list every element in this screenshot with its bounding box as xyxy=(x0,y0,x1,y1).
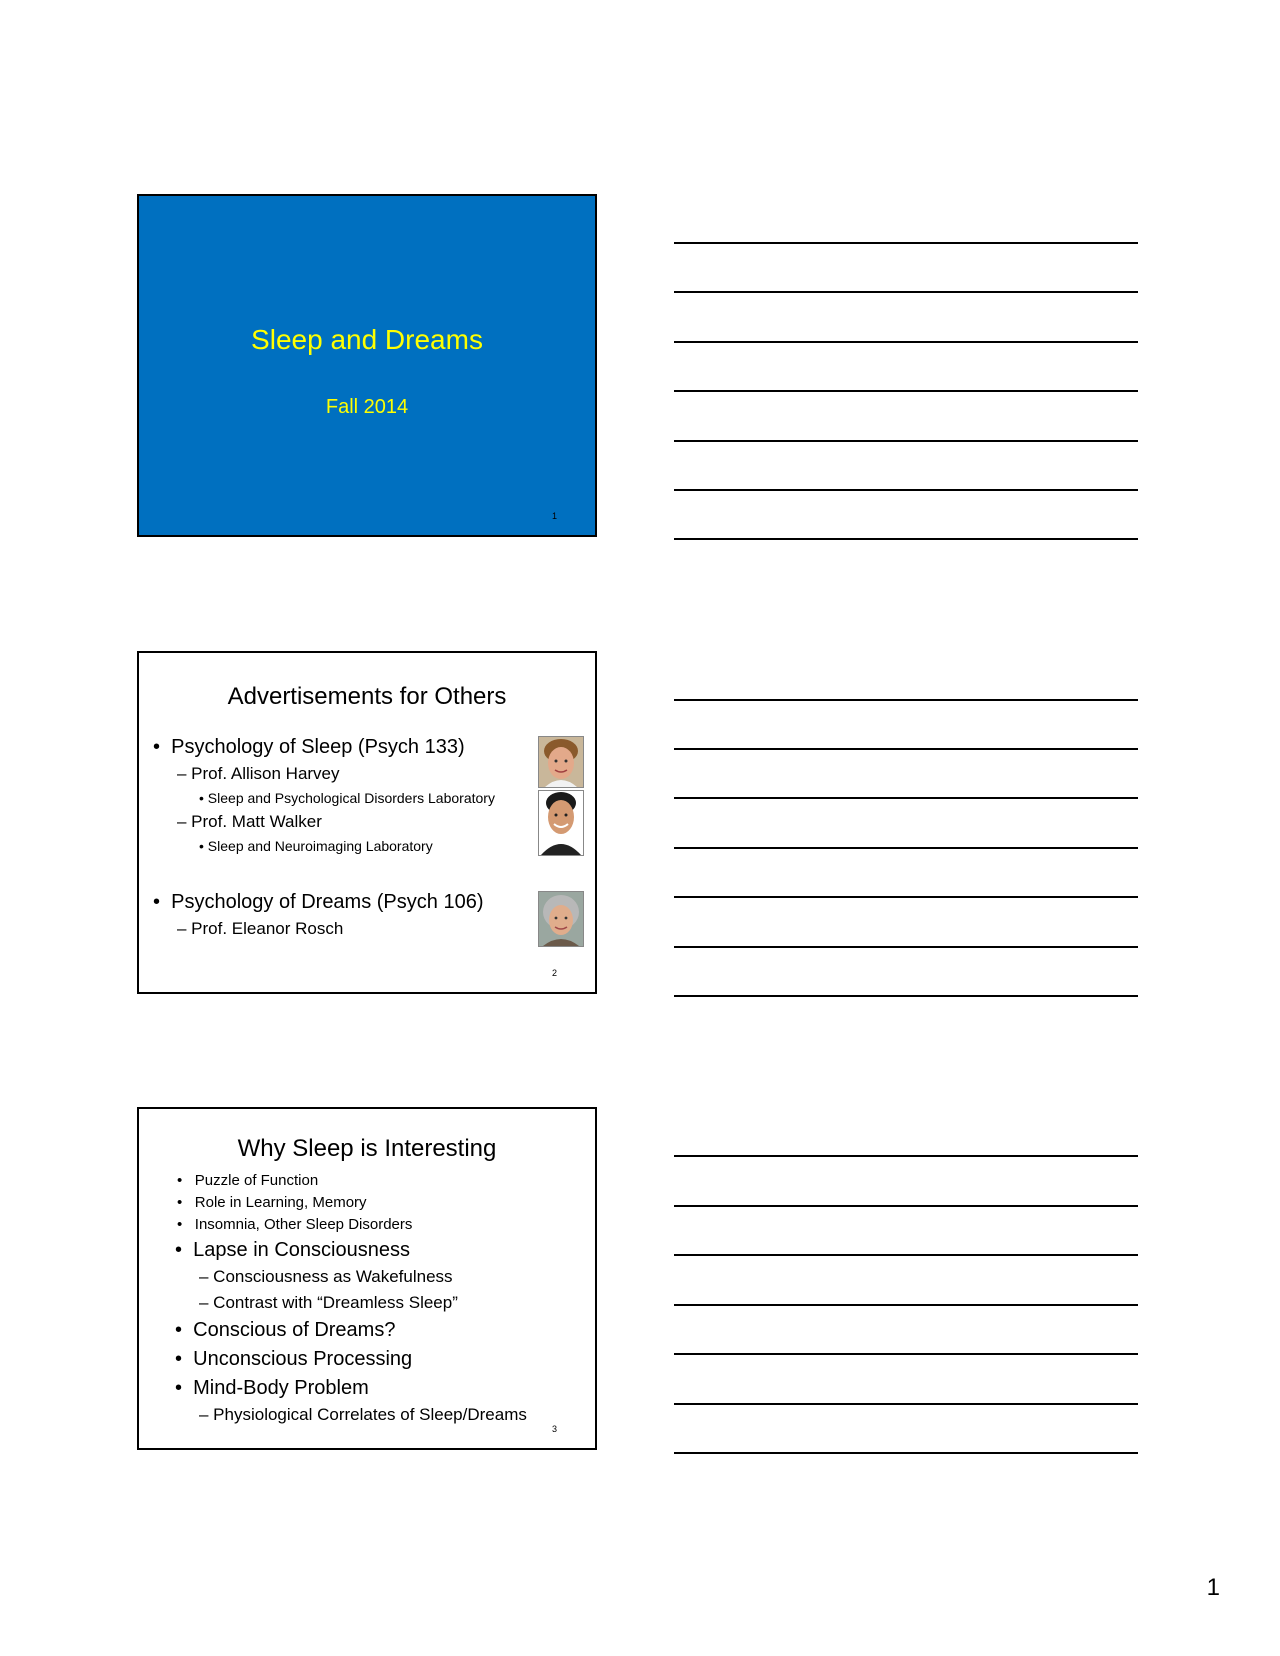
note-line xyxy=(674,748,1138,750)
bullet-text: – Prof. Allison Harvey xyxy=(177,764,340,783)
bullet-text: – Prof. Eleanor Rosch xyxy=(177,919,344,938)
bullet-glyph: • xyxy=(153,736,161,758)
note-line xyxy=(674,797,1138,799)
bullet-item xyxy=(175,1319,395,1342)
portrait-photo xyxy=(538,736,584,788)
bullet-glyph: • xyxy=(175,1377,183,1399)
slide-1-subtitle: Fall 2014 xyxy=(325,396,409,418)
note-line xyxy=(674,341,1138,343)
bullet-item xyxy=(153,891,483,914)
note-line xyxy=(674,847,1138,849)
bullet-text: Insomnia, Other Sleep Disorders xyxy=(194,1216,413,1233)
portrait-photo xyxy=(538,891,584,947)
bullet-text: Lapse in Consciousness xyxy=(193,1239,410,1261)
note-line xyxy=(674,1304,1138,1306)
bullet-glyph: • xyxy=(177,1172,183,1189)
bullet-glyph: • xyxy=(177,1194,183,1211)
bullet-item xyxy=(175,1239,410,1262)
note-line xyxy=(674,896,1138,898)
bullet-text: Unconscious Processing xyxy=(193,1348,413,1370)
bullet-text: Role in Learning, Memory xyxy=(194,1194,367,1211)
bullet-item xyxy=(199,1405,527,1425)
bullet-item xyxy=(153,736,465,759)
bullet-text: Puzzle of Function xyxy=(194,1172,319,1189)
bullet-glyph: • xyxy=(175,1348,183,1370)
bullet-glyph: • xyxy=(153,891,161,913)
note-line xyxy=(674,1254,1138,1256)
note-line xyxy=(674,390,1138,392)
bullet-text: – Physiological Correlates of Sleep/Dreams xyxy=(199,1405,527,1424)
bullet-glyph: • xyxy=(175,1319,183,1341)
note-line xyxy=(674,995,1138,997)
bullet-item xyxy=(177,812,322,832)
bullet-item xyxy=(177,1216,412,1233)
note-line xyxy=(674,1452,1138,1454)
bullet-item xyxy=(199,1267,453,1287)
bullet-item xyxy=(177,1194,367,1211)
slide-2 xyxy=(137,651,597,994)
slide-2-title: Advertisements for Others xyxy=(227,683,507,710)
bullet-item xyxy=(199,838,433,854)
bullet-glyph: • xyxy=(177,1216,183,1233)
note-line xyxy=(674,489,1138,491)
note-line xyxy=(674,1205,1138,1207)
page-number: 1 xyxy=(1206,1574,1220,1601)
bullet-text: Conscious of Dreams? xyxy=(193,1319,396,1341)
note-line xyxy=(674,1155,1138,1157)
bullet-item xyxy=(199,1293,458,1313)
bullet-item xyxy=(199,790,495,806)
note-line xyxy=(674,538,1138,540)
bullet-text: Sleep and Psychological Disorders Laboratory xyxy=(207,790,495,806)
bullet-item xyxy=(177,919,343,939)
slide-3-number: 3 xyxy=(551,1424,557,1434)
portrait-photo xyxy=(538,790,584,856)
slide-2-number: 2 xyxy=(551,968,557,978)
note-line xyxy=(674,699,1138,701)
bullet-glyph: • xyxy=(199,790,204,806)
bullet-glyph: • xyxy=(199,838,204,854)
bullet-text: – Consciousness as Wakefulness xyxy=(199,1267,453,1286)
bullet-item xyxy=(177,1172,318,1189)
bullet-text: – Contrast with “Dreamless Sleep” xyxy=(199,1293,458,1312)
bullet-text: Psychology of Sleep (Psych 133) xyxy=(171,736,465,758)
bullet-glyph: • xyxy=(175,1239,183,1261)
slide-3-title: Why Sleep is Interesting xyxy=(237,1135,497,1162)
slide-1 xyxy=(137,194,597,537)
slide-1-number: 1 xyxy=(551,511,557,521)
note-line xyxy=(674,440,1138,442)
bullet-text: Sleep and Neuroimaging Laboratory xyxy=(207,838,433,854)
bullet-text: – Prof. Matt Walker xyxy=(177,812,322,831)
bullet-item xyxy=(175,1348,412,1371)
bullet-item xyxy=(177,764,340,784)
note-line xyxy=(674,1403,1138,1405)
note-line xyxy=(674,1353,1138,1355)
note-line xyxy=(674,242,1138,244)
slide-3 xyxy=(137,1107,597,1450)
note-line xyxy=(674,946,1138,948)
bullet-text: Mind-Body Problem xyxy=(193,1377,369,1399)
slide-1-title: Sleep and Dreams xyxy=(251,324,483,355)
note-line xyxy=(674,291,1138,293)
bullet-text: Psychology of Dreams (Psych 106) xyxy=(171,891,484,913)
bullet-item xyxy=(175,1377,369,1400)
